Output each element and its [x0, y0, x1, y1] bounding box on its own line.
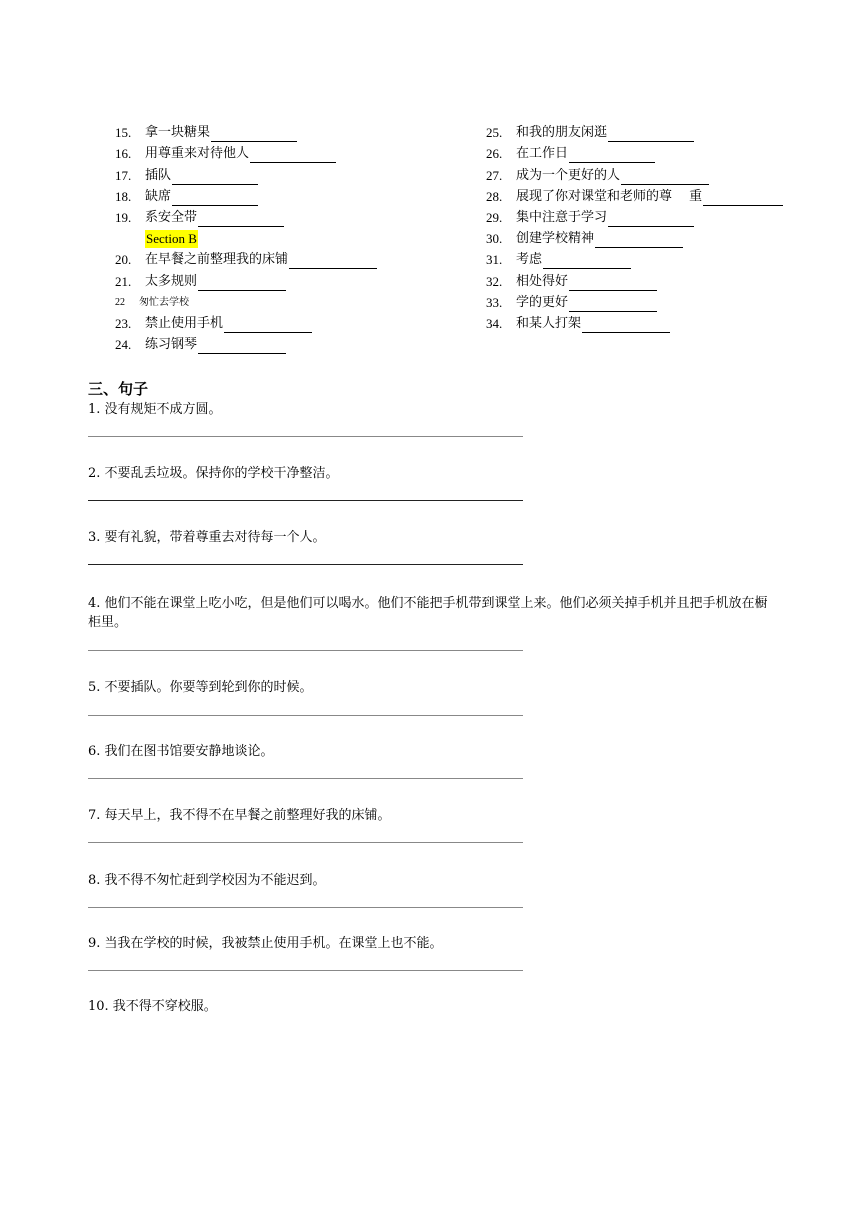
- section-heading: 三、句子: [88, 380, 149, 398]
- answer-blank[interactable]: [198, 276, 286, 291]
- phrase-item: [115, 251, 377, 269]
- phrase-text: 集中注意于学习: [516, 210, 608, 225]
- phrase-item: [115, 315, 312, 333]
- answer-blank[interactable]: [198, 339, 286, 354]
- phrase-item: [486, 294, 657, 312]
- answer-blank[interactable]: [211, 127, 297, 142]
- phrase-text: 在早餐之前整理我的床铺: [145, 252, 289, 267]
- phrase-text: 禁止使用手机: [145, 316, 224, 331]
- phrase-number: 19.: [115, 210, 132, 225]
- phrase-text: 拿一块糖果: [145, 125, 211, 140]
- phrase-number: 27.: [486, 168, 503, 183]
- answer-blank[interactable]: [569, 297, 657, 312]
- answer-blank[interactable]: [172, 170, 258, 185]
- sentence-2: 2. 不要乱丢垃圾。保持你的学校干净整洁。: [88, 466, 339, 481]
- phrase-text: 成为一个更好的人: [516, 168, 621, 183]
- phrase-item: [115, 145, 336, 163]
- sentence-10: 10. 我不得不穿校服。: [88, 999, 217, 1014]
- answer-line[interactable]: [88, 970, 523, 971]
- phrase-item: [115, 294, 189, 312]
- phrase-number: 33.: [486, 295, 503, 310]
- phrase-text: 展现了你对课堂和老师的尊 重: [516, 189, 703, 204]
- phrase-item: [486, 209, 694, 227]
- answer-line[interactable]: [88, 650, 523, 651]
- phrase-item: [115, 273, 286, 291]
- phrase-number: 31.: [486, 252, 503, 267]
- phrase-text: 相处得好: [516, 274, 569, 289]
- phrase-text: 创建学校精神: [516, 231, 595, 246]
- answer-line[interactable]: [88, 778, 523, 779]
- answer-line[interactable]: [88, 564, 523, 565]
- phrase-number: 15.: [115, 125, 132, 140]
- phrase-item: [115, 188, 258, 206]
- phrase-number: 18.: [115, 189, 132, 204]
- answer-line[interactable]: [88, 500, 523, 501]
- phrase-item: [115, 124, 297, 142]
- phrase-item: [486, 315, 670, 333]
- answer-blank[interactable]: [608, 212, 694, 227]
- phrase-item: [486, 273, 657, 291]
- phrase-number: 17.: [115, 168, 132, 183]
- phrase-item: [486, 167, 709, 185]
- phrase-number: 34.: [486, 316, 503, 331]
- answer-blank[interactable]: [172, 191, 258, 206]
- section-label: [145, 230, 198, 248]
- sentence-6: 6. 我们在图书馆要安静地谈论。: [88, 744, 274, 759]
- answer-blank[interactable]: [543, 254, 631, 269]
- phrase-text: 练习钢琴: [145, 337, 198, 352]
- phrase-text: 考虑: [516, 252, 543, 267]
- answer-line[interactable]: [88, 907, 523, 908]
- phrase-text: 系安全带: [145, 210, 198, 225]
- phrase-text: 和某人打架: [516, 316, 582, 331]
- answer-line[interactable]: [88, 842, 523, 843]
- phrase-text: 学的更好: [516, 295, 569, 310]
- phrase-item: [115, 336, 286, 354]
- sentence-1: 1. 没有规矩不成方圆。: [88, 402, 222, 417]
- phrase-number: 28.: [486, 189, 503, 204]
- phrase-number: 29.: [486, 210, 503, 225]
- phrase-number: 23.: [115, 316, 132, 331]
- answer-blank[interactable]: [224, 318, 312, 333]
- phrase-text: 在工作日: [516, 146, 569, 161]
- sentence-3: 3. 要有礼貌，带着尊重去对待每一个人。: [88, 530, 326, 545]
- sentence-9: 9. 当我在学校的时候，我被禁止使用手机。在课堂上也不能。: [88, 936, 443, 951]
- sentence-8: 8. 我不得不匆忙赶到学校因为不能迟到。: [88, 873, 326, 888]
- answer-blank[interactable]: [198, 212, 284, 227]
- phrase-number: 26.: [486, 146, 503, 161]
- phrase-number: 32.: [486, 274, 503, 289]
- phrase-number: 24.: [115, 337, 132, 352]
- answer-blank[interactable]: [703, 191, 783, 206]
- phrase-text: 和我的朋友闲逛: [516, 125, 608, 140]
- phrase-number: 25.: [486, 125, 503, 140]
- sentence-5: 5. 不要插队。你要等到轮到你的时候。: [88, 680, 313, 695]
- phrase-text: 缺席: [145, 189, 172, 204]
- answer-blank[interactable]: [569, 276, 657, 291]
- phrase-number: 22: [115, 297, 125, 308]
- phrase-text: 用尊重来对待他人: [145, 146, 250, 161]
- phrase-item: [115, 209, 284, 227]
- phrase-item: [486, 124, 694, 142]
- phrase-number: 16.: [115, 146, 132, 161]
- phrase-text: 匆忙去学校: [139, 297, 189, 308]
- answer-blank[interactable]: [582, 318, 670, 333]
- phrase-item: [486, 230, 683, 248]
- phrase-text: 插队: [145, 168, 172, 183]
- answer-blank[interactable]: [569, 148, 655, 163]
- sentence-4: 4. 他们不能在课堂上吃小吃，但是他们可以喝水。他们不能把手机带到课堂上来。他们必须关掉手机并且把手机放在橱柜里。: [88, 596, 768, 630]
- section-b-highlight: Section B: [146, 231, 197, 246]
- phrase-item: [115, 167, 258, 185]
- answer-line[interactable]: [88, 436, 523, 437]
- answer-blank[interactable]: [289, 254, 377, 269]
- answer-line[interactable]: [88, 715, 523, 716]
- phrase-item: [486, 145, 655, 163]
- sentence-7: 7. 每天早上，我不得不在早餐之前整理好我的床铺。: [88, 808, 391, 823]
- phrase-item: [486, 251, 631, 269]
- answer-blank[interactable]: [250, 148, 336, 163]
- phrase-number: 30.: [486, 231, 503, 246]
- phrase-item: [486, 188, 783, 206]
- phrase-text: 太多规则: [145, 274, 198, 289]
- answer-blank[interactable]: [608, 127, 694, 142]
- answer-blank[interactable]: [621, 170, 709, 185]
- answer-blank[interactable]: [595, 233, 683, 248]
- phrase-number: 21.: [115, 274, 132, 289]
- phrase-number: 20.: [115, 252, 132, 267]
